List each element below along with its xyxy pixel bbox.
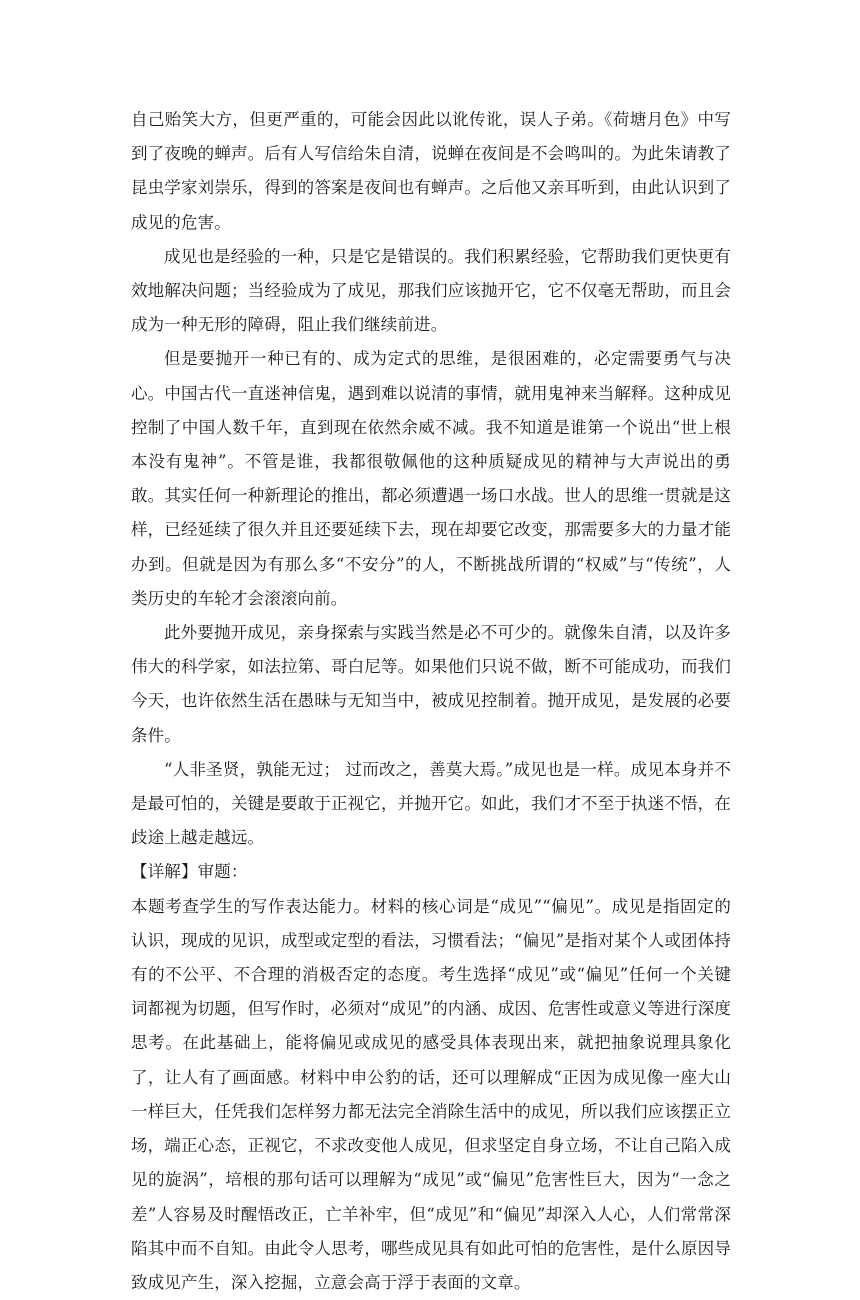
detail-paragraph: 本题考查学生的写作表达能力。材料的核心词是“成见”“偏见”。成见是指固定的认识，现成的见识，成型或定型的看法，习惯看法；“偏见”是指对某个人或团体持有的不公平、不合理的消极否定的态度。考生选择“成见”或“偏见”任何一个关键词都视为切题，但写作时，必须对“成见”的内涵、成因、危害性或意义等进行深度思考。在此基础上，能将偏见或成见的感受具体表现出来，就把抽象说理具象化了，让人有了画面感。材料中申公豹的话，还可以理解成“正因为成见像一座大山一样巨大，任凭我们怎样努力都无法完全消除生活中的成见，所以我们应该摆正立场，端正心态，正视它，不求改变他人成见，但求坚定自身立场，不让自己陷入成见的旋涡”，培根的那句话可以理解为“成见”或“偏见”危害性巨大，因为“一念之差”人容易及时醒悟改正，亡羊补牢，但“成见”和“偏见”却深入人心，人们常常深陷其中而不自知。由此令人思考，哪些成见具有如此可怕的危害性，是什么原因导致成见产生，深入挖掘，立意会高于浮于表面的文章。: [131, 896, 731, 1292]
detail-heading: 【详解】审题：: [131, 862, 248, 882]
document-body: [131, 103, 731, 1300]
essay-paragraph-1: 自己贻笑大方，但更严重的，可能会因此以讹传讹，误人子弟。《荷塘月色》中写到了夜晚的蝉声。后有人写信给朱自清，说蝉在夜间是不会鸣叫的。为此朱请教了昆虫学家刘崇乐，得到的答案是夜间也有蝉声。之后他又亲耳听到，由此认识到了成见的危害。: [131, 110, 731, 232]
essay-paragraph-3: 但是要抛开一种已有的、成为定式的思维，是很困难的，必定需要勇气与决心。中国古代一直迷神信鬼，遇到难以说清的事情，就用鬼神来当解释。这种成见控制了中国人数千年，直到现在依然余威不减。我不知道是谁第一个说出“世上根本没有鬼神”。不管是谁，我都很敬佩他的这种质疑成见的精神与大声说出的勇敢。其实任何一种新理论的推出，都必须遭遇一场口水战。世人的思维一贯就是这样，已经延续了很久并且还要延续下去，现在却要它改变，那需要多大的力量才能办到。但就是因为有那么多“不安分”的人，不断挑战所谓的“权威”与“传统”，人类历史的车轮才会滚滚向前。: [131, 349, 731, 608]
essay-paragraph-2: 成见也是经验的一种，只是它是错误的。我们积累经验，它帮助我们更快更有效地解决问题；当经验成为了成见，那我们应该抛开它，它不仅毫无帮助，而且会成为一种无形的障碍，阻止我们继续前进。: [131, 246, 731, 335]
essay-paragraph-4: 此外要抛开成见，亲身探索与实践当然是必不可少的。就像朱自清，以及许多伟大的科学家，如法拉第、哥白尼等。如果他们只说不做，断不可能成功，而我们今天，也许依然生活在愚昧与无知当中，被成见控制着。抛开成见，是发展的必要条件。: [131, 623, 731, 745]
essay-paragraph-5: “人非圣贤，孰能无过； 过而改之，善莫大焉。”成见也是一样。成见本身并不是最可怕的，关键是要敢于正视它，并抛开它。如此，我们才不至于执迷不悟，在歧途上越走越远。: [131, 759, 731, 848]
